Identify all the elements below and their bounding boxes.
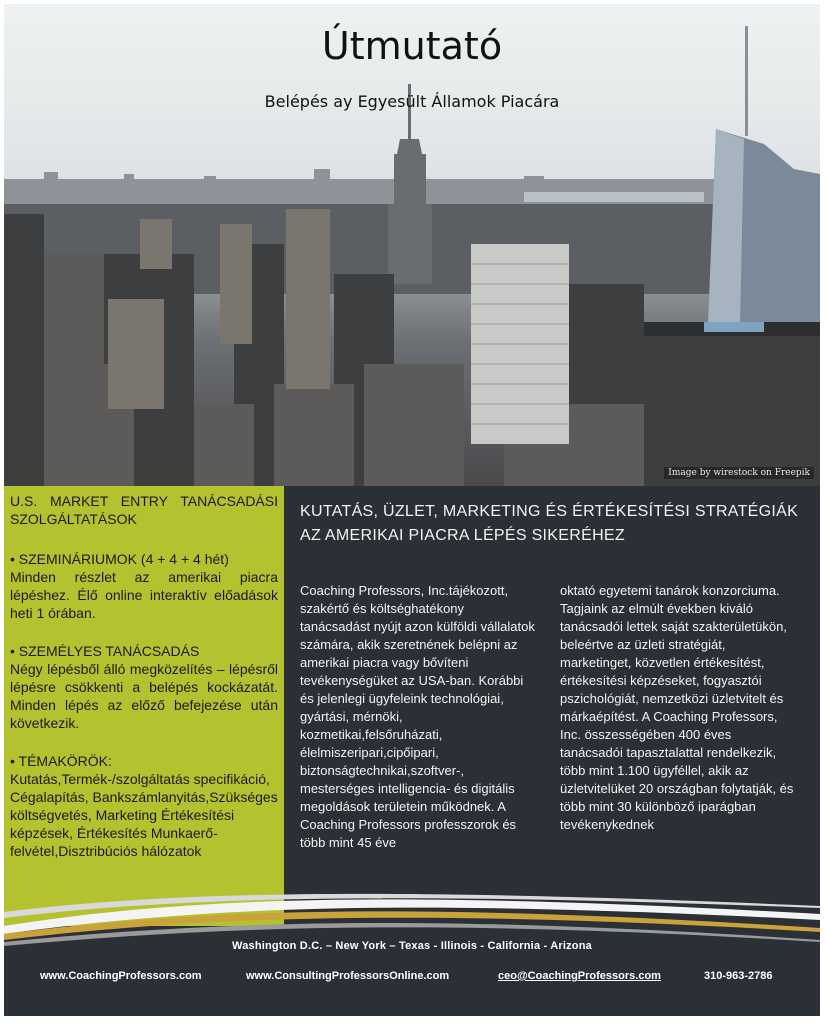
about-column-1: Coaching Professors, Inc.tájékozott, szakértő és költséghatékony tanácsadást nyújt azon külföldi vállalatok számára, akik szeretnének belépni az amerikai piacra vagy bővíteni tevékenységüket az USA-ban. Korábbi és jelenlegi ügyfeleink technológiai, gyártási, mérnöki, kozmetikai,felsőruházati, élelmiszeripari,cipőipari, biztonságtechnikai,szoftver-, mesterséges intelligencia- és digitális megoldások területein működnek. A Coaching Professors professzorok és több mint 45 éve [300, 583, 535, 850]
topics-section [10, 752, 278, 860]
seminars-text: Minden részlet az amerikai piacra lépéshez. Élő online interaktív előadások heti 1 órában. [10, 569, 278, 621]
phone-number: 310-963-2786 [704, 970, 773, 982]
office-locations: Washington D.C. – New York – Texas - Illinois - California - Arizona [232, 940, 592, 952]
online-website-link[interactable]: www.ConsultingProfessorsOnline.com [246, 970, 450, 982]
about-column-2: oktató egyetemi tanárok konzorciuma. Tagjaink az elmúlt években kiváló tanácsadói lettek saját szakterületükön, beleértve az üzleti stratégiát, marketinget, közvetlen értékesítést, értékesítési képzéseket, fogyasztói pszichológiát, nemzetközi üzletvitelt és márkaépítést. A Coaching Professors, Inc. összességében 400 éves tanácsadói tapasztalattal rendelkezik, több mint 1.100 ügyféllel, akik az üzletvitelüket 20 országban folytatják, és több mint 30 különböző iparágban tevékenykednek [560, 583, 794, 832]
about-heading: KUTATÁS, ÜZLET, MARKETING ÉS ÉRTÉKESÍTÉSI STRATÉGIÁK AZ AMERIKAI PIACRA LÉPÉS SIKERÉHEZ [300, 503, 799, 544]
services-panel [4, 486, 284, 926]
about-panel [284, 486, 820, 896]
services-heading: U.S. MARKET ENTRY TANÁCSADÁSI SZOLGÁLTATÁSOK [10, 493, 278, 527]
seminars-title: • SZEMINÁRIUMOK (4 + 4 + 4 hét) [10, 551, 229, 567]
image-credit: Image by wirestock on Freepik [664, 467, 814, 479]
personal-consulting-section [10, 642, 278, 732]
seminars-section [10, 550, 278, 622]
website-link[interactable]: www.CoachingProfessors.com [40, 970, 202, 982]
page-subtitle: Belépés ay Egyesült Államok Piacára [264, 92, 560, 111]
footer [4, 884, 820, 1016]
topics-title: • TÉMAKÖRÖK: [10, 753, 112, 769]
page-title: Útmutató [321, 24, 503, 68]
email-link[interactable]: ceo@CoachingProfessors.com [498, 970, 661, 982]
hero-image [4, 4, 820, 486]
skyline-illustration [4, 4, 820, 486]
flyer [4, 4, 820, 1016]
personal-consulting-title: • SZEMÉLYES TANÁCSADÁS [10, 643, 200, 659]
topics-text: Kutatás,Termék-/szolgáltatás specifikáció, Cégalapítás, Bankszámlanyitás,Szükséges költségvetés, Marketing Értékesítési képzések, Értékesítés Munkaerő-felvétel,Disztribúciós hálózatok [10, 771, 278, 859]
personal-consulting-text: Négy lépésből álló megközelítés – lépésről lépésre csökkenti a belépés kockázatát. Minden lépés az előző befejezése után következik. [10, 661, 278, 731]
